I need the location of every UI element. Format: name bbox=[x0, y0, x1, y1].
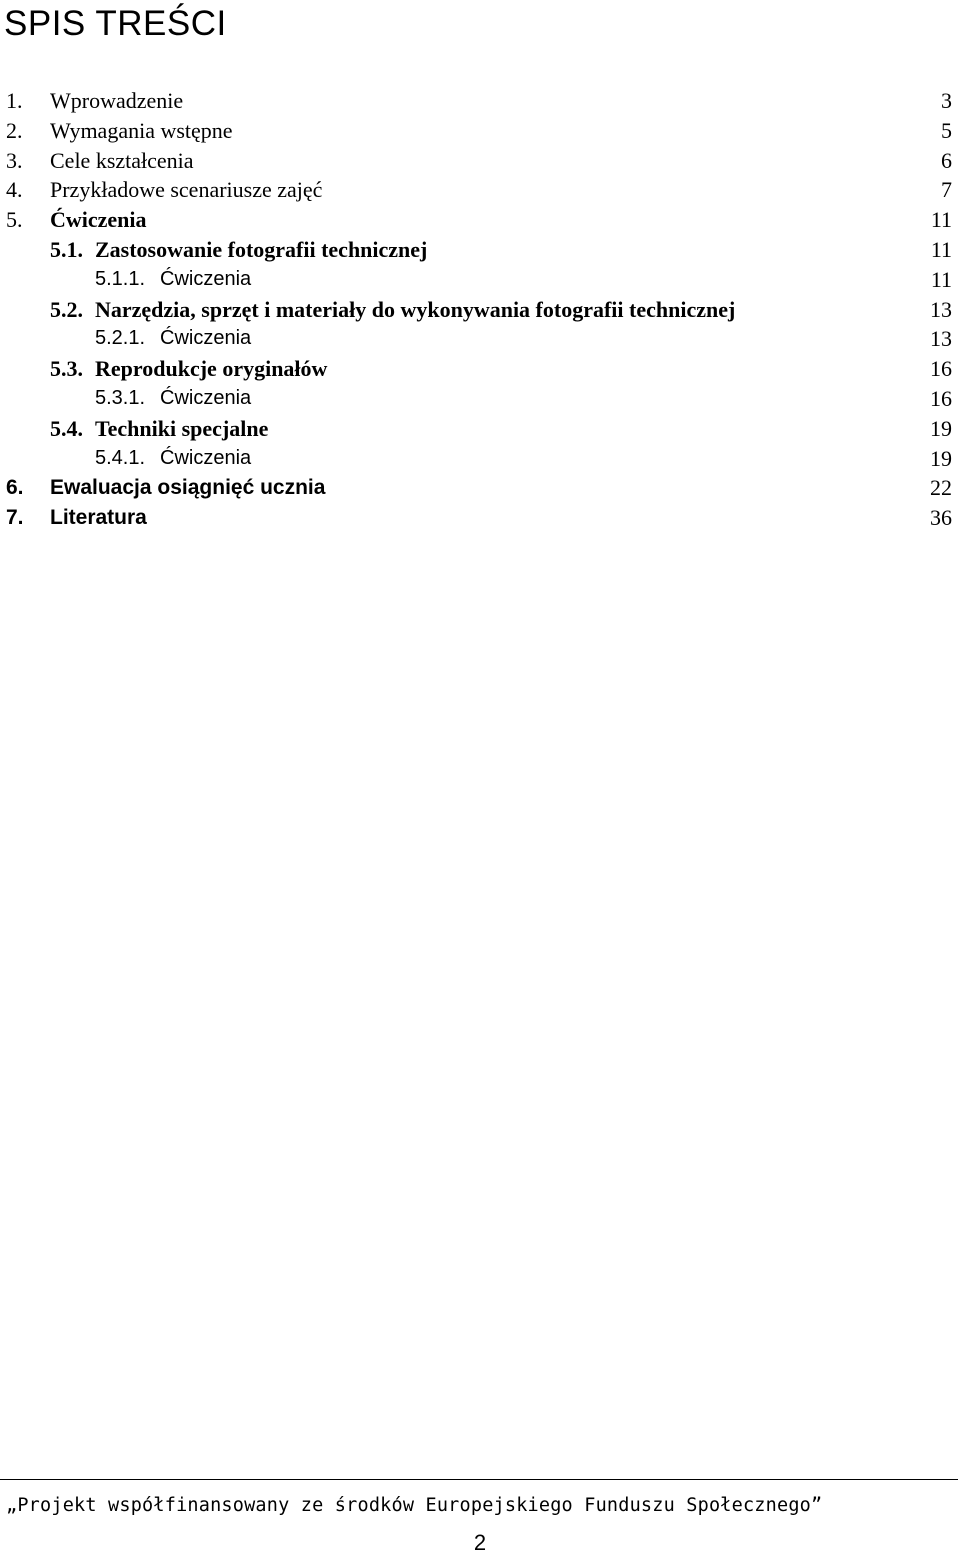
toc-entry-title: Reprodukcje oryginałów bbox=[95, 356, 328, 382]
toc-entry-title: Ćwiczenia bbox=[50, 207, 147, 233]
toc-entry-number: 5. bbox=[6, 207, 23, 233]
toc-entry-page: 22 bbox=[930, 475, 952, 501]
toc-entry-page: 11 bbox=[930, 236, 952, 262]
toc-entry bbox=[0, 384, 960, 414]
toc-entry-number: 3. bbox=[6, 147, 23, 173]
toc-entry-page: 3 bbox=[941, 88, 952, 113]
toc-entry-page: 13 bbox=[930, 296, 952, 322]
toc-entry-title: Ćwiczenia bbox=[160, 386, 252, 409]
toc-entry-title: Zastosowanie fotografii technicznej bbox=[95, 236, 428, 262]
toc-entry-number: 5.3. bbox=[50, 356, 83, 382]
toc-entry-number: 1. bbox=[6, 88, 23, 113]
toc-entry-page: 11 bbox=[930, 266, 952, 292]
toc-entry bbox=[0, 175, 960, 205]
toc-entry-number: 5.4. bbox=[50, 415, 83, 441]
toc-entry-page: 16 bbox=[930, 356, 952, 382]
toc-entry bbox=[0, 86, 960, 116]
toc-entry-number: 5.3.1. bbox=[95, 386, 146, 409]
toc-entry bbox=[0, 414, 960, 444]
toc-entry-page: 5 bbox=[941, 117, 952, 143]
toc-entry-title: Wprowadzenie bbox=[50, 88, 184, 113]
toc-entry-page: 11 bbox=[930, 207, 952, 233]
toc-entry bbox=[0, 265, 960, 295]
toc-entry-title: Wymagania wstępne bbox=[50, 117, 233, 143]
toc-entry bbox=[0, 116, 960, 146]
toc-entry-page: 6 bbox=[941, 147, 952, 173]
toc-entry-number: 5.1.1. bbox=[95, 267, 146, 290]
toc-entry-page: 19 bbox=[930, 415, 952, 441]
toc-entry bbox=[0, 503, 960, 533]
footer-divider bbox=[0, 1479, 958, 1480]
toc-entry-title: Ćwiczenia bbox=[160, 327, 252, 350]
toc-entry-page: 36 bbox=[930, 505, 952, 531]
toc-entry-number: 6. bbox=[6, 476, 24, 500]
toc-entry-number: 5.1. bbox=[50, 236, 83, 262]
toc-entry-title: Ćwiczenia bbox=[160, 267, 252, 290]
toc-entry bbox=[0, 146, 960, 176]
toc-entry-title: Techniki specjalne bbox=[95, 415, 269, 441]
table-of-contents bbox=[0, 86, 960, 533]
toc-entry bbox=[0, 473, 960, 503]
footer-funding-note: „Projekt współfinansowany ze środków Europejskiego Funduszu Społecznego” bbox=[6, 1495, 823, 1516]
toc-entry bbox=[0, 295, 960, 325]
toc-entry-title: Ewaluacja osiągnięć ucznia bbox=[50, 476, 326, 500]
toc-entry-page: 7 bbox=[941, 177, 952, 203]
page-number: 2 bbox=[473, 1530, 487, 1555]
toc-entry-title: Przykładowe scenariusze zajęć bbox=[50, 177, 323, 203]
toc-entry-number: 5.4.1. bbox=[95, 446, 146, 469]
toc-entry-page: 13 bbox=[930, 326, 952, 352]
toc-entry-page: 19 bbox=[930, 445, 952, 471]
toc-entry bbox=[0, 235, 960, 265]
toc-entry bbox=[0, 354, 960, 384]
toc-entry-number: 5.2. bbox=[50, 296, 83, 322]
toc-entry-number: 4. bbox=[6, 177, 23, 203]
toc-entry bbox=[0, 324, 960, 354]
toc-entry-title: Cele kształcenia bbox=[50, 147, 194, 173]
toc-entry-title: Narzędzia, sprzęt i materiały do wykonywania fotografii technicznej bbox=[95, 296, 736, 322]
toc-entry bbox=[0, 205, 960, 235]
toc-entry-page: 16 bbox=[930, 385, 952, 411]
toc-entry-title: Ćwiczenia bbox=[160, 446, 252, 469]
toc-entry-number: 5.2.1. bbox=[95, 327, 146, 350]
toc-entry-number: 7. bbox=[6, 506, 24, 530]
toc-entry-number: 2. bbox=[6, 117, 23, 143]
page-title: SPIS TREŚCI bbox=[4, 4, 227, 43]
toc-entry bbox=[0, 444, 960, 474]
toc-entry-title: Literatura bbox=[50, 506, 147, 530]
